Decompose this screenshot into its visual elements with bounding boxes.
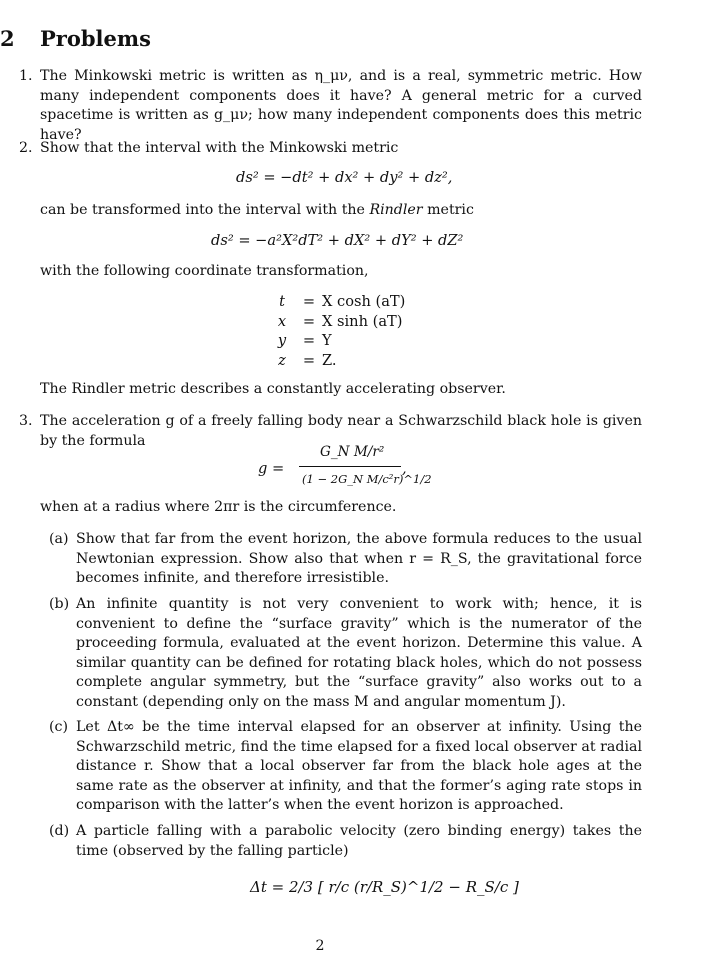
transform-row: y = Y: [277, 332, 332, 349]
formula-trailing-comma: ,: [402, 460, 407, 477]
transform-row: x = X sinh (aT): [277, 312, 403, 330]
formula-lhs: g =: [258, 460, 285, 477]
problem-3-after-formula: when at a radius where 2πr is the circumference.: [40, 499, 397, 515]
problem-3-intro: The acceleration g of a freely falling body near a Schwarzschild black hole is given by the formula: [40, 413, 642, 449]
coordinate-transformation: [268, 292, 405, 370]
minkowski-equation: ds² = −dt² + dx² + dy² + dz²,: [236, 169, 453, 186]
problem-3-label: 3.: [19, 413, 33, 429]
problem-2-conclusion: The Rindler metric describes a constantly accelerating observer.: [40, 381, 506, 397]
part-b-label: (b): [49, 596, 70, 612]
section-heading: [0, 26, 151, 51]
problem-2-coord-text: with the following coordinate transformation,: [40, 263, 369, 279]
section-title: Problems: [40, 26, 151, 51]
page-number: 2: [315, 938, 325, 954]
problem-2-label: 2.: [19, 140, 33, 156]
fall-time-formula: Δt = 2/3 [ r/c (r/R_S)^1/2 − R_S/c ]: [250, 878, 519, 896]
problem-2-intro: Show that the interval with the Minkowski metric: [40, 140, 399, 156]
part-a-text: Show that far from the event horizon, the above formula reduces to the usual Newtonian expression. Show also that when r = R_S, the gravitational force becomes infinite, and therefore irresistible.: [76, 531, 642, 587]
part-d-text: A particle falling with a parabolic velocity (zero binding energy) takes the time (observed by the falling particle): [76, 823, 642, 859]
part-d-label: (d): [49, 823, 70, 839]
part-c-text: Let Δt∞ be the time interval elapsed for an observer at infinity. Using the Schwarzschild metric, find the time elapsed for a fixed local observer at radial distance r. Show that a local observer far from the black hole ages at the same rate as the observer at infinity, and that the former’s aging rate stops in comparison with the latter’s when the event horizon is approached.: [76, 719, 642, 814]
formula-numerator: G_N M/r²: [320, 444, 385, 460]
transform-row: t = X cosh (aT): [279, 293, 406, 310]
rindler-equation: ds² = −a²X²dT² + dX² + dY² + dZ²: [211, 232, 464, 249]
part-b-text: An infinite quantity is not very convenient to work with; hence, it is convenient to define the “surface gravity” which is the numerator of the proceeding formula, evaluated at the event horizon. Determine this value. A similar quantity can be defined for rotating black holes, which do not possess complete angular symmetry, but the “surface gravity” also works out to a constant (depending only on the mass M and angular momentum J).: [76, 596, 642, 710]
formula-denominator: (1 − 2G_N M/c²r)^1/2: [302, 472, 432, 486]
transform-row: z = Z.: [278, 351, 337, 369]
part-c-label: (c): [49, 719, 69, 735]
problem-1-label: 1.: [19, 68, 33, 84]
problem-2-transform-text: can be transformed into the interval with the Rindler metric: [40, 202, 474, 218]
fraction-bar: [299, 466, 401, 467]
part-a-label: (a): [49, 531, 69, 547]
section-number: 2: [0, 26, 15, 51]
problem-1-text: The Minkowski metric is written as η_μν, and is a real, symmetric metric. How many independent components does it have? A general metric for a curved spacetime is written as g_μν; how many independent components does this metric have?: [40, 68, 642, 143]
